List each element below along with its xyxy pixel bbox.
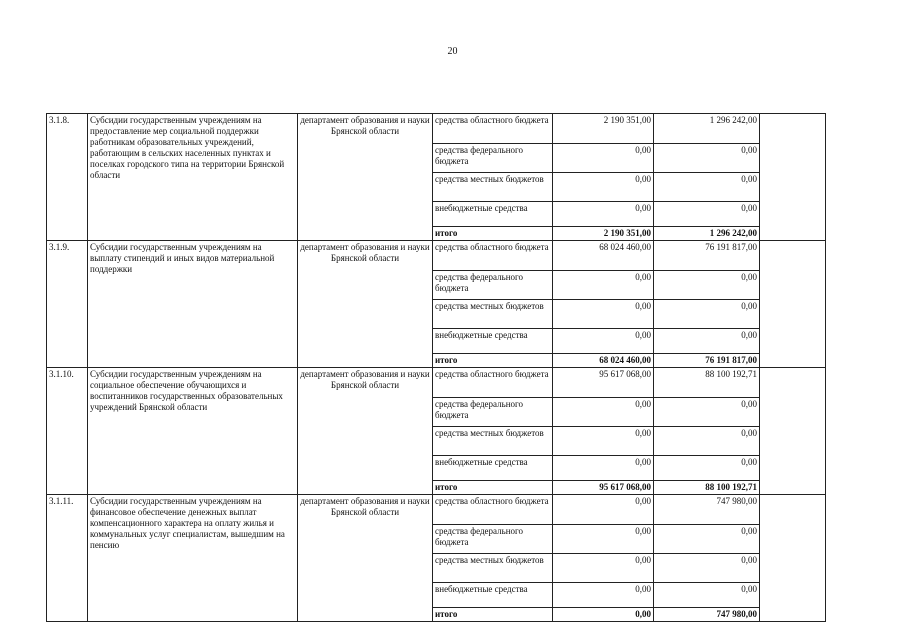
amount-cell-1: 0,00 <box>553 173 654 202</box>
amount-cell-2: 0,00 <box>654 525 760 554</box>
amount-cell-2: 76 191 817,00 <box>654 354 760 368</box>
amount-cell-2: 0,00 <box>654 456 760 481</box>
amount-cell-2: 0,00 <box>654 202 760 227</box>
total-label-cell: итого <box>433 481 553 495</box>
empty-cell <box>760 114 826 241</box>
funding-source-cell: средства местных бюджетов <box>433 173 553 202</box>
funding-source-cell: внебюджетные средства <box>433 583 553 608</box>
department-cell: департамент образования и науки Брянской области <box>298 495 433 622</box>
amount-cell-1: 2 190 351,00 <box>553 114 654 144</box>
department-cell: департамент образования и науки Брянской области <box>298 368 433 495</box>
funding-source-cell: средства областного бюджета <box>433 114 553 144</box>
amount-cell-2: 0,00 <box>654 329 760 354</box>
funding-source-cell: средства местных бюджетов <box>433 554 553 583</box>
table-row <box>47 495 826 525</box>
amount-cell-1: 95 617 068,00 <box>553 368 654 398</box>
amount-cell-1: 0,00 <box>553 329 654 354</box>
total-label-cell: итого <box>433 608 553 622</box>
empty-cell <box>760 368 826 495</box>
amount-cell-2: 0,00 <box>654 271 760 300</box>
funding-source-cell: средства местных бюджетов <box>433 427 553 456</box>
item-number-cell: 3.1.9. <box>47 241 88 368</box>
amount-cell-1: 0,00 <box>553 202 654 227</box>
amount-cell-1: 0,00 <box>553 271 654 300</box>
amount-cell-2: 76 191 817,00 <box>654 241 760 271</box>
amount-cell-2: 0,00 <box>654 427 760 456</box>
item-name-cell: Субсидии государственным учреждениям на выплату стипендий и иных видов материальной поддержки <box>88 241 298 368</box>
amount-cell-2: 747 980,00 <box>654 495 760 525</box>
amount-cell-1: 0,00 <box>553 525 654 554</box>
amount-cell-1: 0,00 <box>553 495 654 525</box>
amount-cell-1: 0,00 <box>553 144 654 173</box>
funding-source-cell: средства областного бюджета <box>433 368 553 398</box>
amount-cell-2: 747 980,00 <box>654 608 760 622</box>
empty-cell <box>760 495 826 622</box>
amount-cell-2: 1 296 242,00 <box>654 227 760 241</box>
amount-cell-1: 0,00 <box>553 583 654 608</box>
amount-cell-2: 1 296 242,00 <box>654 114 760 144</box>
item-number-cell: 3.1.10. <box>47 368 88 495</box>
funding-source-cell: внебюджетные средства <box>433 329 553 354</box>
table-row <box>47 114 826 144</box>
funding-source-cell: средства местных бюджетов <box>433 300 553 329</box>
amount-cell-2: 0,00 <box>654 583 760 608</box>
item-name-cell: Субсидии государственным учреждениям на финансовое обеспечение денежных выплат компенсационного характера на оплату жилья и коммунальных услуг специалистам, вышедшим на пенсию <box>88 495 298 622</box>
amount-cell-1: 95 617 068,00 <box>553 481 654 495</box>
amount-cell-1: 68 024 460,00 <box>553 241 654 271</box>
amount-cell-2: 0,00 <box>654 300 760 329</box>
funding-source-cell: средства федерального бюджета <box>433 525 553 554</box>
department-cell: департамент образования и науки Брянской области <box>298 114 433 241</box>
item-number-cell: 3.1.11. <box>47 495 88 622</box>
funding-source-cell: внебюджетные средства <box>433 456 553 481</box>
amount-cell-2: 88 100 192,71 <box>654 481 760 495</box>
total-label-cell: итого <box>433 354 553 368</box>
item-number-cell: 3.1.8. <box>47 114 88 241</box>
empty-cell <box>760 241 826 368</box>
amount-cell-1: 0,00 <box>553 300 654 329</box>
table-row <box>47 368 826 398</box>
amount-cell-2: 88 100 192,71 <box>654 368 760 398</box>
funding-source-cell: средства областного бюджета <box>433 495 553 525</box>
amount-cell-1: 68 024 460,00 <box>553 354 654 368</box>
amount-cell-2: 0,00 <box>654 554 760 583</box>
amount-cell-1: 0,00 <box>553 427 654 456</box>
department-cell: департамент образования и науки Брянской области <box>298 241 433 368</box>
funding-source-cell: средства федерального бюджета <box>433 398 553 427</box>
amount-cell-1: 0,00 <box>553 608 654 622</box>
item-name-cell: Субсидии государственным учреждениям на социальное обеспечение обучающихся и воспитанников государственных образовательных учреждений Брянской области <box>88 368 298 495</box>
budget-table <box>46 113 826 622</box>
amount-cell-1: 0,00 <box>553 456 654 481</box>
total-label-cell: итого <box>433 227 553 241</box>
amount-cell-1: 0,00 <box>553 398 654 427</box>
funding-source-cell: средства федерального бюджета <box>433 144 553 173</box>
amount-cell-1: 2 190 351,00 <box>553 227 654 241</box>
page-number: 20 <box>447 46 458 57</box>
item-name-cell: Субсидии государственным учреждениям на предоставление мер социальной поддержки работникам образовательных учреждений, работающим в сельских населенных пунктах и поселках городского типа на территории Брянской области <box>88 114 298 241</box>
table-row <box>47 241 826 271</box>
amount-cell-2: 0,00 <box>654 173 760 202</box>
amount-cell-2: 0,00 <box>654 398 760 427</box>
amount-cell-1: 0,00 <box>553 554 654 583</box>
funding-source-cell: средства областного бюджета <box>433 241 553 271</box>
amount-cell-2: 0,00 <box>654 144 760 173</box>
funding-source-cell: средства федерального бюджета <box>433 271 553 300</box>
table-body <box>47 114 826 622</box>
funding-source-cell: внебюджетные средства <box>433 202 553 227</box>
